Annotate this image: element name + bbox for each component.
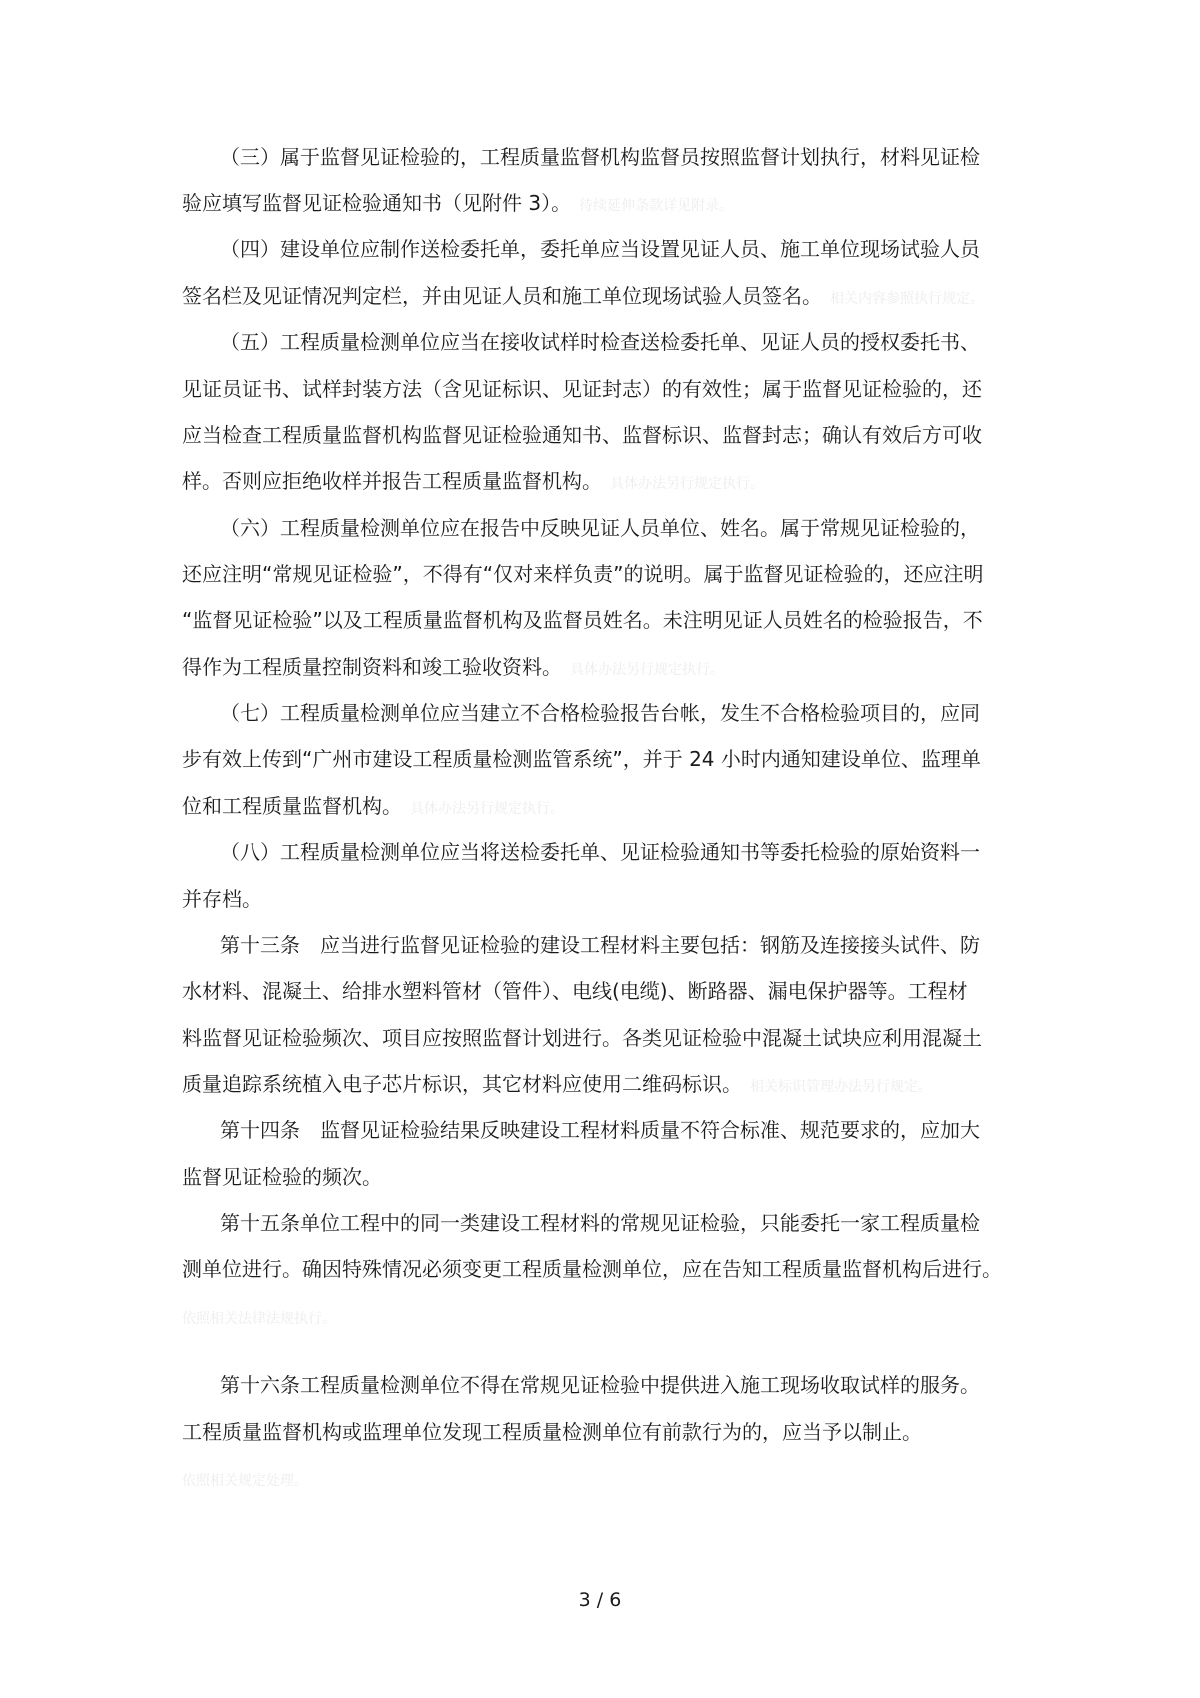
article-13-line-3: 料监督见证检验频次、项目应按照监督计划进行。各类见证检验中混凝土试块应利用混凝土 (182, 1026, 982, 1050)
paragraph-4-line-1: （四）建设单位应制作送检委托单，委托单应当设置见证人员、施工单位现场试验人员 (220, 237, 980, 261)
faint-note: 相关内容参照执行规定。 (830, 291, 984, 307)
paragraph-8-line-1: （八）工程质量检测单位应当将送检委托单、见证检验通知书等委托检验的原始资料一 (220, 840, 980, 864)
paragraph-5-line-1: （五）工程质量检测单位应当在接收试样时检查送检委托单、见证人员的授权委托书、 (220, 330, 980, 354)
article-13-line-1: 第十三条 应当进行监督见证检验的建设工程材料主要包括：钢筋及连接接头试件、防 (220, 933, 980, 957)
paragraph-6-line-1: （六）工程质量检测单位应在报告中反映见证人员单位、姓名。属于常规见证检验的， (220, 516, 980, 540)
faint-note: 相关标识管理办法另行规定。 (750, 1079, 932, 1095)
paragraph-7-line-1: （七）工程质量检测单位应当建立不合格检验报告台帐，发生不合格检验项目的，应同 (220, 701, 980, 725)
paragraph-7-line-3: 位和工程质量监督机构。 具体办法另行规定执行。 (182, 794, 564, 818)
paragraph-4-line-2: 签名栏及见证情况判定栏，并由见证人员和施工单位现场试验人员签名。 相关内容参照执行规定。 (182, 284, 984, 308)
paragraph-5-line-4: 样。否则应拒绝收样并报告工程质量监督机构。 具体办法另行规定执行。 (182, 469, 764, 493)
faint-note: 依照相关规定处理。 (182, 1473, 308, 1489)
article-15-line-1: 第十五条单位工程中的同一类建设工程材料的常规见证检验，只能委托一家工程质量检 (220, 1211, 980, 1235)
article-15-line-2: 测单位进行。确因特殊情况必须变更工程质量检测单位，应在告知工程质量监督机构后进行。 (182, 1257, 1002, 1281)
paragraph-5-line-2: 见证员证书、试样封装方法（含见证标识、见证封志）的有效性；属于监督见证检验的，还 (182, 377, 982, 401)
paragraph-6-line-4: 得作为工程质量控制资料和竣工验收资料。 具体办法另行规定执行。 (182, 655, 724, 679)
article-16-line-1: 第十六条工程质量检测单位不得在常规见证检验中提供进入施工现场收取试样的服务。 (220, 1373, 980, 1397)
faint-note: 具体办法另行规定执行。 (610, 476, 764, 492)
article-16-line-3 (182, 1464, 308, 1492)
article-14-line-1: 第十四条 监督见证检验结果反映建设工程材料质量不符合标准、规范要求的，应加大 (220, 1118, 980, 1142)
paragraph-8-line-2: 并存档。 (182, 887, 262, 911)
article-16-line-2: 工程质量监督机构或监理单位发现工程质量检测单位有前款行为的，应当予以制止。 (182, 1420, 922, 1444)
paragraph-7-line-2: 步有效上传到“广州市建设工程质量检测监管系统”，并于 24 小时内通知建设单位、监理单 (182, 747, 981, 771)
article-13-line-4: 质量追踪系统植入电子芯片标识，其它材料应使用二维码标识。 相关标识管理办法另行规定。 (182, 1072, 932, 1096)
faint-note: 待续延伸条款详见附录。 (579, 198, 734, 214)
faint-note: 具体办法另行规定执行。 (570, 662, 724, 678)
article-13-line-2: 水材料、混凝土、给排水塑料管材（管件）、电线(电缆)、断路器、漏电保护器等。工程材 (182, 979, 968, 1003)
faint-note: 具体办法另行规定执行。 (410, 801, 564, 817)
article-14-line-2: 监督见证检验的频次。 (182, 1165, 382, 1189)
page-number: 3 / 6 (578, 1589, 622, 1611)
paragraph-3-line-1: （三）属于监督见证检验的，工程质量监督机构监督员按照监督计划执行，材料见证检 (220, 145, 980, 169)
article-15-line-3 (182, 1302, 336, 1330)
paragraph-6-line-3: “监督见证检验”以及工程质量监督机构及监督员姓名。未注明见证人员姓名的检验报告，不 (182, 608, 983, 632)
paragraph-3-line-2: 验应填写监督见证检验通知书（见附件 3）。 待续延伸条款详见附录。 (182, 191, 734, 215)
paragraph-6-line-2: 还应注明“常规见证检验”，不得有“仅对来样负责”的说明。属于监督见证检验的，还应注明 (182, 562, 984, 586)
faint-note: 依照相关法律法规执行。 (182, 1311, 336, 1327)
paragraph-5-line-3: 应当检查工程质量监督机构监督见证检验通知书、监督标识、监督封志；确认有效后方可收 (182, 423, 982, 447)
